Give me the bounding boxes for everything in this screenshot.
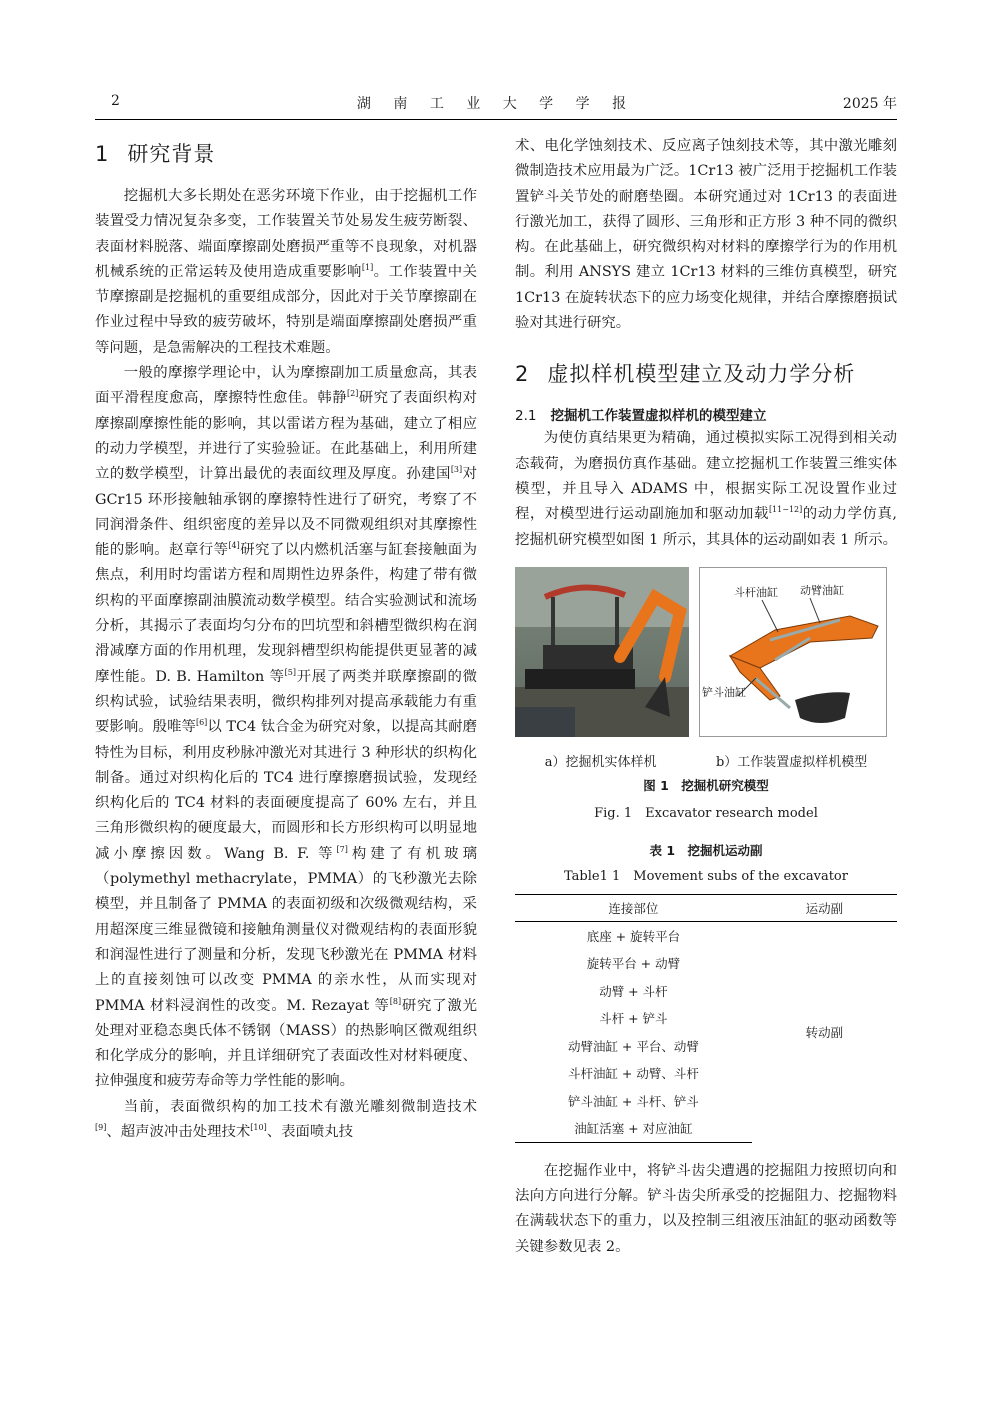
cell-merged: 转动副 (805, 1025, 844, 1041)
subsection-title: 挖掘机工作装置虚拟样机的模型建立 (550, 408, 767, 425)
text: 一般的摩擦学理论中，认为摩擦副加工质量愈高，其表面平滑程度愈高，摩擦特性愈佳。韩静 (95, 365, 477, 407)
label-bucket-cylinder: 铲斗油缸 (702, 685, 746, 699)
cell: 斗杆油缸 + 动臂、斗杆 (567, 1066, 699, 1082)
left-column (95, 134, 477, 1145)
text: 的动力学仿真,挖掘机研究模型如图 1 所示，其具体的运动副如表 1 所示。 (515, 506, 897, 548)
excavator-model-diagram (700, 568, 886, 736)
text: 当前，表面微织构的加工技术有激光雕刻微制造技术 (123, 1098, 477, 1115)
page-number: 2 (111, 93, 120, 109)
table-caption-en: Table1 1 Movement subs of the excavator (564, 868, 848, 884)
figure-caption-en: Fig. 1 Excavator research model (594, 805, 818, 821)
text: 研究了表面织构对摩擦副摩擦性能的影响，其以雷诺方程为基础，建立了相应的动力学模型，并进行了实验验证。在此基础上，利用所建立的数学模型，计算出最优的表面纹理及厚度。孙建国 (95, 390, 477, 483)
citation: [11−12] (768, 505, 803, 515)
citation: [5] (284, 667, 296, 677)
year: 2025 年 (842, 96, 897, 112)
paragraph-continued: 术、电化学蚀刻技术、反应离子蚀刻技术等，其中激光雕刻微制造技术应用最为广泛。1Cr13 被广泛用于挖掘机工作装置铲斗关节处的耐磨垫圈。本研究通过对 1Cr13 的表面进行激光加工，获得了圆形、三角形和正方形 3 种不同的微织构。在此基础上，研究微织构对材料的摩擦学行为的作用机制。利用 ANSYS 建立 1Cr13 材料的三维仿真模型，研究 1Cr13 在旋转状态下的应力场变化规律，并结合摩擦磨损试验对其进行研究。 (515, 138, 897, 332)
cell: 油缸活塞 + 对应油缸 (515, 1114, 752, 1142)
cell: 斗杆 + 铲斗 (599, 1011, 668, 1027)
text: 以 TC4 钛合金为研究对象，以提高其耐磨特性为目标，利用皮秒脉冲激光对其进行 3 种形状的织构化制备。通过对织构化后的 TC4 进行摩擦磨损试验，发现经织构化后的 TC4 材料的表面硬度提高了 60% 左右，并且三角形微织构的硬度最大，而圆形和长方形织构可以明显地减小摩擦因数。Wang B. F. 等 (95, 719, 477, 862)
figure-caption-cn: 图 1 挖掘机研究模型 (643, 777, 769, 793)
figure-1 (515, 567, 897, 737)
excavator-photo (515, 567, 689, 737)
citation: [4] (228, 541, 240, 551)
paragraph (95, 184, 477, 361)
section-2-heading (515, 358, 897, 388)
table-row (515, 921, 897, 949)
figure-subcaptions (515, 751, 897, 770)
cell: 底座 + 旋转平台 (586, 928, 681, 944)
cell: 铲斗油缸 + 斗杆、铲斗 (567, 1093, 699, 1109)
text: 挖掘机大多长期处在恶劣环境下作业，由于挖掘机工作装置受力情况复杂多变，工作装置关节处易发生疲劳断裂、表面材料脱落、端面摩擦副处磨损严重等不良现象，对机器机械系统的正常运转及使用造成重要影响 (95, 188, 477, 280)
table-header-row (515, 894, 897, 921)
subsection-number: 2.1 (515, 408, 537, 425)
text: 为使仿真结果更为精确，通过模拟实际工况得到相关动态载荷，为磨损仿真作基础。建立挖掘机工作装置三维实体模型，并且导入 ADAMS 中，根据实际工况设置作业过程，对模型进行运动副施加和驱动加载 (515, 430, 897, 523)
cell: 动臂油缸 + 平台、动臂 (567, 1038, 699, 1054)
label-bucket-rod-cylinder: 斗杆油缸 (734, 585, 778, 599)
label-boom-cylinder: 动臂油缸 (800, 583, 844, 597)
col-header-connection: 连接部位 (515, 894, 752, 921)
citation: [9] (95, 1123, 107, 1133)
table-1 (515, 894, 897, 1143)
text: 、超声波冲击处理技术 (106, 1123, 251, 1140)
citation: [6] (195, 718, 208, 728)
paragraph (515, 426, 897, 552)
section-number: 2 (515, 362, 530, 387)
text: 构建了有机玻璃（polymethyl methacrylate，PMMA）的飞秒激光去除模型，并且制备了 PMMA 的表面初级和次级微观结构，采用超深度三维显微镜和接触角测量仪对微观结构的表面形貌和润湿性进行了测量和分析，发现飞秒激光在 PMMA 材料上的直接刻蚀可以改变 PMMA 的亲水性，从而实现对 PMMA 材料浸润性的改变。M. Rezayat 等 (95, 845, 477, 1014)
right-column (515, 134, 897, 1260)
overflow-part: 、表面喷丸技 (266, 1123, 354, 1140)
text: 开展了两类并联摩擦副的微织构试验，试验结果表明，微织构排列对提高承载能力有重要影响。殷唯等 (95, 668, 477, 736)
section-title: 研究背景 (127, 142, 216, 166)
paragraph (95, 1095, 477, 1146)
paragraph: 在挖掘作业中，将铲斗齿尖遭遇的挖掘阻力按照切向和法向方向进行分解。铲斗齿尖所承受的挖掘阻力、挖掘物料在满载状态下的重力，以及控制三组液压油缸的驱动函数等关键参数见表 2。 (515, 1162, 897, 1255)
citation: [10] (250, 1123, 267, 1133)
section-title: 虚拟样机模型建立及动力学分析 (547, 362, 856, 387)
virtual-model-image (699, 567, 887, 737)
table-caption-cn: 表 1 挖掘机运动副 (649, 842, 763, 858)
text: 。工作装置中关节摩擦副是挖掘机的重要组成部分，因此对于关节摩擦副在作业过程中导致的疲劳破坏，特别是端面摩擦副处磨损严重等问题，是急需解决的工程技术难题。 (95, 263, 477, 356)
excavator-photo-illustration (515, 567, 689, 737)
citation: [1] (361, 263, 374, 273)
citation: [8] (389, 996, 402, 1006)
paragraph (95, 361, 477, 1095)
citation: [3] (450, 465, 463, 475)
section-number: 1 (95, 142, 110, 166)
journal-name: 湖 南 工 业 大 学 学 报 (356, 96, 636, 112)
text: 研究了以内燃机活塞与缸套接触面为焦点，利用时均雷诺方程和周期性边界条件，构建了带有微织构的平面摩擦副油膜流动数学模型。结合实验测试和流场分析，其揭示了表面均匀分布的凹坑型和斜槽型微织构在润滑减摩方面的作用机理，发现斜槽型织构能提供更显著的减摩性能。D. B. Hamilton 等 (95, 542, 477, 685)
subcaption-a: a）挖掘机实体样机 (544, 754, 657, 770)
citation: [2] (347, 389, 359, 399)
section-1-heading (95, 138, 477, 168)
text: 对 GCr15 环形接触轴承钢的摩擦特性进行了研究，考察了不同润滑条件、组织密度的差异以及不同微观组织对其摩擦性能的影响。赵章行等 (95, 466, 477, 559)
cell: 旋转平台 + 动臂 (586, 956, 681, 972)
subcaption-b: b）工作装置虚拟样机模型 (715, 754, 868, 770)
text: 研究了激光处理对亚稳态奥氏体不锈钢（MASS）的热影响区微观组织和化学成分的影响，并且详细研究了表面改性对材料硬度、拉伸强度和疲劳寿命等力学性能的影响。 (95, 997, 477, 1090)
running-header (95, 93, 897, 120)
cell: 动臂 + 斗杆 (599, 983, 668, 999)
subsection-heading (515, 404, 897, 424)
col-header-joint: 运动副 (752, 894, 897, 921)
citation: [7] (336, 844, 348, 854)
